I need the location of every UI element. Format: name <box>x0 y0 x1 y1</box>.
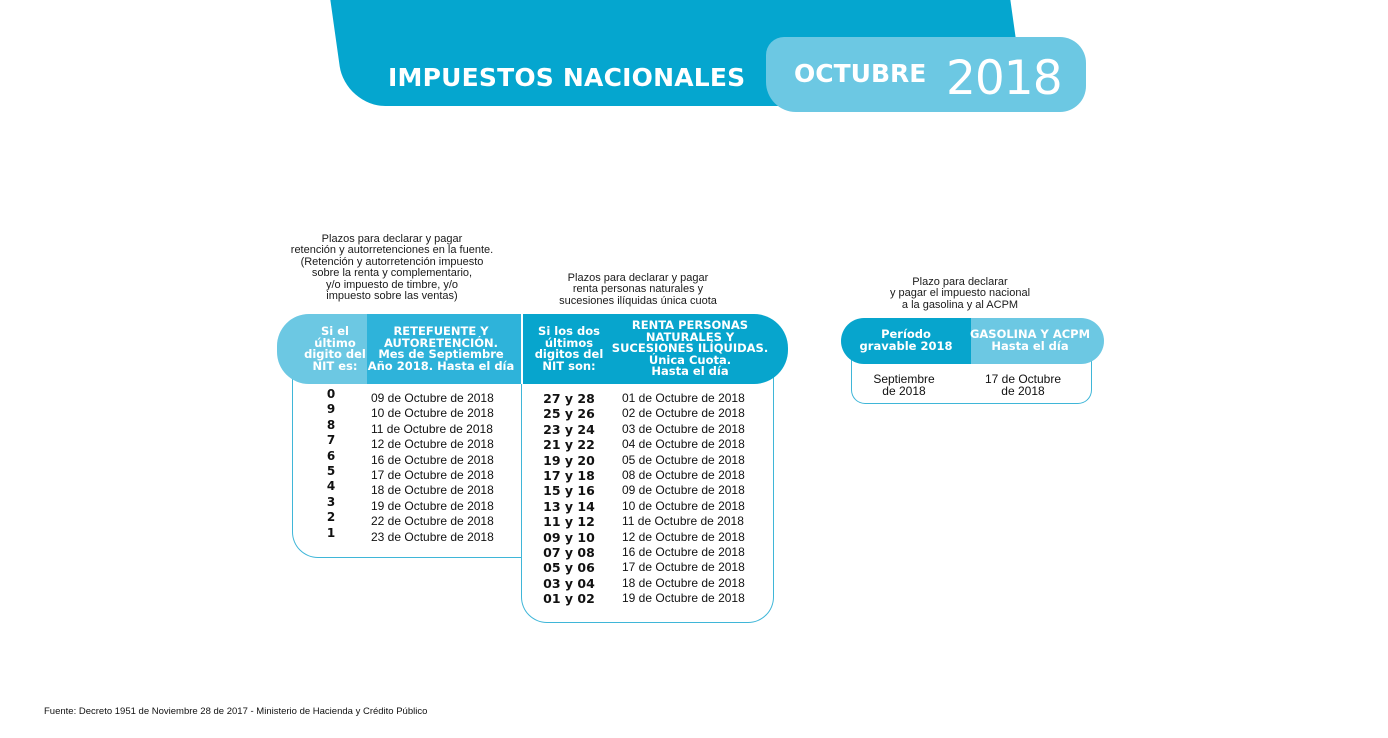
page-title: IMPUESTOS NACIONALES <box>388 63 746 92</box>
retencion-digits <box>318 387 344 541</box>
list-item: 09 de Octubre de 2018 <box>622 483 745 498</box>
list-item: 7 <box>326 433 336 448</box>
list-item: 23 y 24 <box>543 421 595 437</box>
list-item: 05 y 06 <box>543 560 595 576</box>
list-item: 27 y 28 <box>543 391 595 406</box>
table-divider <box>521 314 523 384</box>
list-item: 15 y 16 <box>543 483 595 499</box>
gasolina-period-col-header: Período gravable 2018 <box>859 327 953 353</box>
list-item: 16 de Octubre de 2018 <box>622 544 745 559</box>
list-item: 3 <box>326 494 336 509</box>
list-item: 19 de Octubre de 2018 <box>371 498 494 513</box>
list-item: 13 y 14 <box>543 498 595 514</box>
year-label: 2018 <box>946 51 1062 106</box>
list-item: 17 de Octubre de 2018 <box>371 467 494 482</box>
list-item: 0 <box>326 387 336 401</box>
retencion-date-col-header: RETEFUENTE Y AUTORETENCIÓN. Mes de Septiembre Año 2018. Hasta el día <box>367 324 515 373</box>
list-item: 17 de Octubre de 2018 <box>622 560 745 575</box>
gasolina-caption: Plazo para declarar y pagar el impuesto nacional a la gasolina y al ACPM <box>889 276 1031 311</box>
list-item: 09 de Octubre de 2018 <box>371 391 494 405</box>
gasolina-fecha-cell: 17 de Octubre de 2018 <box>984 372 1062 398</box>
list-item: 18 de Octubre de 2018 <box>371 483 494 498</box>
renta-digits <box>538 391 600 606</box>
list-item: 08 de Octubre de 2018 <box>622 467 745 482</box>
list-item: 11 y 12 <box>543 514 595 530</box>
list-item: 5 <box>326 463 336 478</box>
list-item: 11 de Octubre de 2018 <box>622 514 744 529</box>
list-item: 4 <box>326 479 336 494</box>
list-item: 02 de Octubre de 2018 <box>622 406 745 421</box>
gasolina-periodo-cell: Septiembre de 2018 <box>873 372 935 398</box>
renta-dates <box>622 391 745 606</box>
retencion-dates <box>371 391 494 545</box>
list-item: 23 de Octubre de 2018 <box>371 529 494 544</box>
renta-digit-col-header: Si los dos últimos digitos del NIT son: <box>534 324 604 373</box>
list-item: 10 de Octubre de 2018 <box>622 498 745 513</box>
gasolina-date-col-header: GASOLINA Y ACPM Hasta el día <box>969 327 1091 353</box>
list-item: 16 de Octubre de 2018 <box>371 452 494 467</box>
list-item: 21 y 22 <box>543 437 595 453</box>
list-item: 12 de Octubre de 2018 <box>371 437 494 452</box>
list-item: 17 y 18 <box>543 467 595 483</box>
list-item: 2 <box>326 510 336 525</box>
list-item: 03 de Octubre de 2018 <box>622 421 745 436</box>
list-item: 10 de Octubre de 2018 <box>371 406 494 421</box>
retencion-digit-col-header: Si el último digito del NIT es: <box>304 324 366 373</box>
list-item: 12 de Octubre de 2018 <box>622 529 745 544</box>
list-item: 09 y 10 <box>543 529 595 545</box>
list-item: 04 de Octubre de 2018 <box>622 437 745 452</box>
list-item: 18 de Octubre de 2018 <box>622 575 745 590</box>
list-item: 07 y 08 <box>543 544 595 560</box>
renta-date-col-header: RENTA PERSONAS NATURALES Y SUCESIONES ILÍQUIDAS. Única Cuota. Hasta el día <box>611 318 769 379</box>
list-item: 11 de Octubre de 2018 <box>371 421 493 436</box>
list-item: 1 <box>326 525 336 540</box>
list-item: 6 <box>326 448 336 463</box>
list-item: 01 de Octubre de 2018 <box>622 391 745 405</box>
renta-caption: Plazos para declarar y pagar renta personas naturales y sucesiones ilíquidas única cuota <box>559 272 717 307</box>
month-label: OCTUBRE <box>794 59 927 88</box>
retencion-caption: Plazos para declarar y pagar retención y autorretenciones en la fuente. (Retención y autorretención impuesto sobre la renta y complementario, y/o impuesto de timbre, y/o impuesto sobre las ventas) <box>290 233 494 303</box>
list-item: 03 y 04 <box>543 575 595 591</box>
list-item: 25 y 26 <box>543 406 595 422</box>
list-item: 05 de Octubre de 2018 <box>622 452 745 467</box>
list-item: 19 de Octubre de 2018 <box>622 591 745 606</box>
list-item: 22 de Octubre de 2018 <box>371 514 494 529</box>
list-item: 19 y 20 <box>543 452 595 468</box>
source-note: Fuente: Decreto 1951 de Noviembre 28 de 2017 - Ministerio de Hacienda y Crédito Público <box>44 706 428 717</box>
list-item: 01 y 02 <box>543 591 595 607</box>
list-item: 8 <box>326 417 336 432</box>
list-item: 9 <box>326 402 336 417</box>
